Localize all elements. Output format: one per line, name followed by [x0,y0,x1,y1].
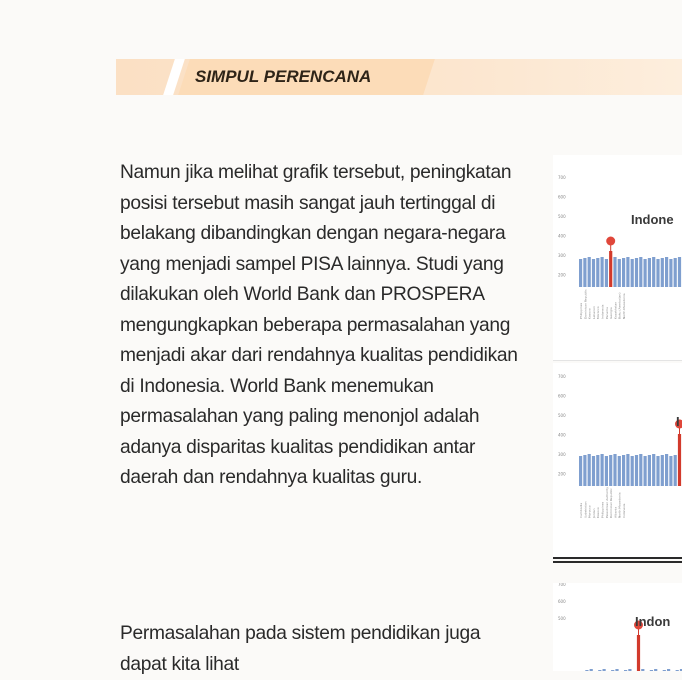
x-axis-label: Dominican Republic [609,488,614,518]
chart-bar [665,454,668,486]
chart-bar [652,454,655,486]
chart-bar [674,455,677,486]
chart-bar [635,258,638,287]
chart-bar [644,456,647,486]
panel-divider-line [553,561,682,563]
y-tick-label: 600 [558,393,566,399]
chart-bar [588,257,591,287]
chart-bar [618,456,621,486]
chart-panel-1 [553,155,682,361]
x-axis-label: Cambodia [579,502,583,518]
x-axis-label: North Macedonia [617,492,622,518]
chart-bar [674,258,677,287]
highlight-bar [609,251,612,287]
x-axis-label: Philippines [600,501,605,518]
highlight-bar [637,635,640,671]
y-tick-label: 400 [558,432,566,438]
chart-bar [592,456,595,486]
x-axis-label: North Macedonia [622,293,626,319]
chart-bar [669,259,672,287]
x-axis-label: Indonesia [622,503,626,518]
chart-bar [635,455,638,486]
y-tick-label: 200 [558,471,566,477]
chart-callout-label: Indone [631,212,674,227]
y-tick-label: 600 [558,599,566,604]
x-axis-label: Uzbekistan [583,501,588,518]
chart-panel-1-plot [553,155,682,360]
chart-bar [626,257,629,287]
section-label: SIMPUL PERENCANA [195,67,372,86]
x-axis-label: Morocco [596,306,601,319]
chart-bar [583,455,586,486]
chart-bar [601,257,604,287]
chart-panel-2-plot [553,363,682,558]
chart-bar [583,258,586,287]
y-tick-label: 700 [558,583,566,587]
chart-bar [588,454,591,486]
section-banner [116,59,682,95]
pisa-chart-figure [553,155,682,671]
x-axis-label: Panama [604,306,609,319]
chart-callout-label: I [676,414,680,429]
x-axis-label: Jordan [591,508,596,518]
chart-bar [639,454,642,486]
highlight-marker [606,237,615,246]
y-tick-label: 400 [558,233,566,239]
chart-bar [669,456,672,486]
chart-bar [644,259,647,287]
chart-bar [678,257,681,287]
x-axis-label: Lebanon [591,306,596,319]
x-axis-label: Philippines [579,302,583,319]
x-axis-label: Baku (Azerbaijan) [617,292,622,319]
chart-bar [609,455,612,486]
y-tick-label: 300 [558,452,566,457]
body-paragraph-1: Namun jika melihat grafik tersebut, peningkatan posisi tersebut masih sangat jauh tertinggal di belakang dibandingkan dengan negara-negara yang menjadi sampel PISA lainnya. Studi yang dilakukan oleh World Bank dan PROSPERA mengungkapkan beberapa permasalahan yang menjadi akar dari rendahnya kualitas pendidikan di Indonesia. World Bank menemukan permasalahan yang paling menonjol adalah adanya disparitas kualitas pendidikan antar daerah dan rendahnya kualitas guru. [120,162,518,488]
chart-panel-3 [553,583,682,671]
y-tick-label: 500 [558,616,566,621]
x-axis-label: Kosovo [587,308,592,319]
x-axis-label: Kazakhstan [613,301,618,319]
y-tick-label: 300 [558,253,566,258]
chart-bar [661,455,664,486]
y-tick-label: 200 [558,272,566,278]
chart-bar [631,456,634,486]
chart-bar [648,258,651,287]
x-axis-label: Palestinian Authority [604,486,609,518]
y-tick-label: 700 [558,374,566,379]
chart-bar [596,258,599,287]
chart-bar [613,454,616,486]
chart-bar [648,455,651,486]
x-axis-label: Dominican Republic [583,289,588,319]
chart-bar [631,259,634,287]
chart-bar [652,257,655,287]
chart-bar [665,257,668,287]
chart-bar [656,456,659,486]
chart-callout-label: Indon [635,614,671,629]
chart-bar [601,454,604,486]
y-tick-label: 600 [558,194,566,200]
chart-bar [661,258,664,287]
panel-divider-line [553,557,682,559]
x-axis-label: Kosovo [596,507,601,518]
chart-bar [622,258,625,287]
chart-bar [618,259,621,287]
body-paragraph-2: Permasalahan pada sistem pendidikan juga dapat kita lihat [120,623,481,675]
chart-bar [639,257,642,287]
x-axis-label: Morocco [587,505,592,518]
chart-panel-3-plot [553,583,682,671]
chart-bar [622,455,625,486]
y-tick-label: 500 [558,214,566,219]
chart-bar [613,257,616,287]
x-axis-label: Georgia [609,307,614,319]
chart-panel-2 [553,363,682,558]
chart-bar [579,259,582,287]
chart-bar [626,454,629,486]
x-axis-label: Indonesia [600,304,605,319]
chart-bar [596,455,599,486]
highlight-bar [678,434,681,486]
chart-bar [656,259,659,287]
chart-bar [579,456,582,486]
chart-bar [592,259,595,287]
chart-bar [605,259,608,287]
x-axis-label: Albania [613,506,618,518]
chart-bar [605,456,608,486]
y-tick-label: 700 [558,175,566,180]
y-tick-label: 500 [558,413,566,418]
